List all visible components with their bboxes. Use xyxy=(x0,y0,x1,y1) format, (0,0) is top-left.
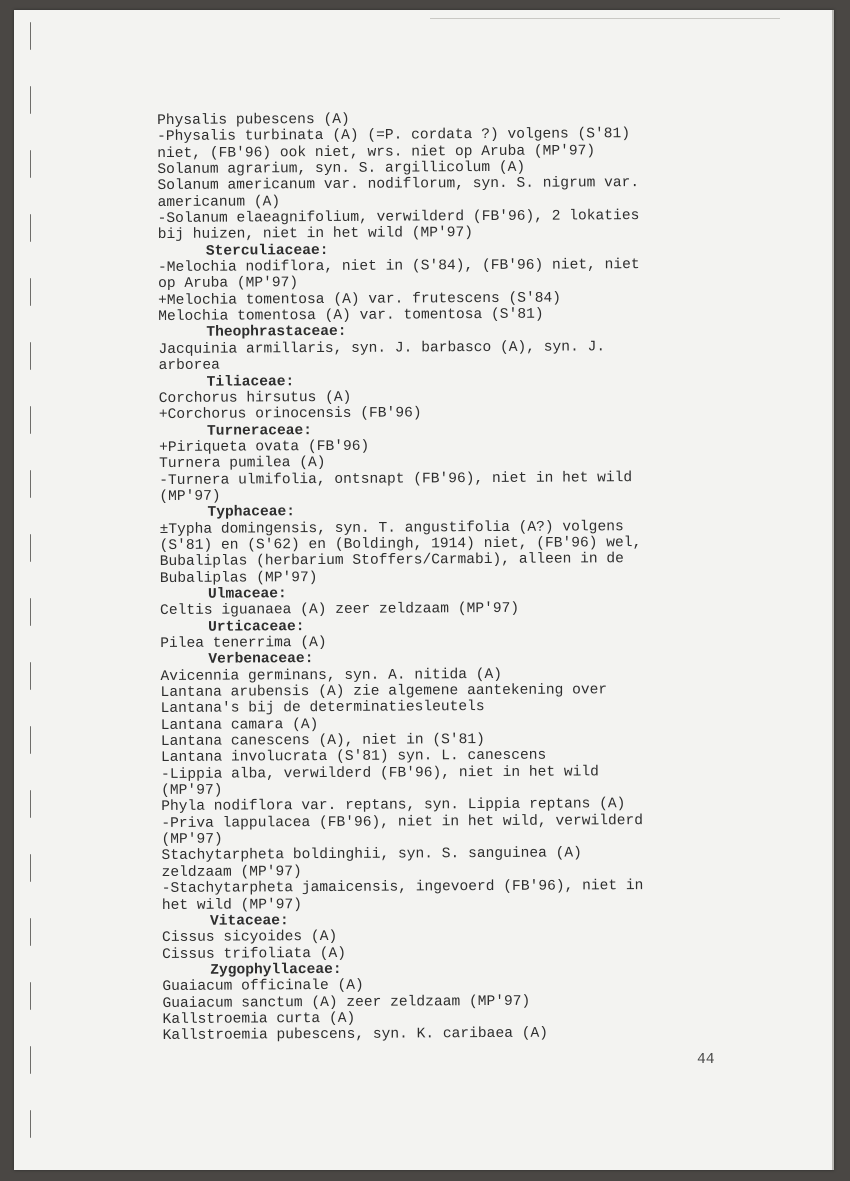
species-entry: (MP'97) xyxy=(161,831,223,849)
binding-hole xyxy=(30,854,34,882)
species-entry: bij huizen, niet in het wild (MP'97) xyxy=(157,225,474,244)
binding-hole xyxy=(30,918,34,946)
binding-hole xyxy=(30,470,34,498)
binding-hole xyxy=(30,790,34,818)
family-heading: Zygophyllaceae: xyxy=(210,961,342,979)
binding-hole xyxy=(30,1046,34,1074)
page-top-mark xyxy=(430,18,780,19)
family-heading: Vitaceae: xyxy=(209,913,289,930)
species-entry: Celtis iguanaea (A) zeer zeldzaam (MP'97) xyxy=(159,601,520,620)
species-entry: Guaiacum sanctum (A) zeer zeldzaam (MP'97) xyxy=(162,993,531,1012)
species-entry: Kallstroemia pubescens, syn. K. caribaea (A) xyxy=(162,1025,549,1045)
binding-hole xyxy=(30,534,34,562)
species-entry: -Melochia nodiflora, niet in (S'84), (FB'96) niet, niet xyxy=(157,257,640,277)
binding-hole xyxy=(30,726,34,754)
binding-hole xyxy=(30,86,34,114)
binding-hole xyxy=(30,982,34,1010)
species-entry: Lantana canescens (A), niet in (S'81) xyxy=(160,732,485,751)
binding-hole xyxy=(30,278,34,306)
species-entry: niet, (FB'96) ook niet, wrs. niet op Aruba (MP'97) xyxy=(157,143,596,162)
binding-hole xyxy=(30,342,34,370)
species-entry: Bubaliplas (herbarium Stoffers/Carmabi), alleen in de xyxy=(159,551,624,571)
page-number: 44 xyxy=(697,1052,715,1068)
binding-hole xyxy=(30,150,34,178)
family-heading: Tiliaceae: xyxy=(206,373,295,391)
species-entry: (MP'97) xyxy=(159,488,221,505)
family-heading: Ulmaceae: xyxy=(207,586,287,603)
species-entry: Solanum agrarium, syn. S. argillicolum (A) xyxy=(157,159,526,179)
species-entry: americanum (A) xyxy=(157,193,281,211)
species-entry: Pilea tenerrima (A) xyxy=(160,634,327,652)
species-entry: Melochia tomentosa (A) var. tomentosa (S'81) xyxy=(158,306,544,326)
species-entry: op Aruba (MP'97) xyxy=(157,275,299,293)
family-heading: Sterculiaceae: xyxy=(205,242,329,260)
species-entry: ±Typha domingensis, syn. T. angustifolia (A?) volgens xyxy=(159,518,624,538)
binding-holes xyxy=(0,0,40,1181)
binding-hole xyxy=(30,406,34,434)
binding-hole xyxy=(30,662,34,690)
species-entry: -Solanum elaeagnifolium, verwilderd (FB'96), 2 lokaties xyxy=(157,208,640,228)
family-heading: Theophrastaceae: xyxy=(206,324,347,342)
species-entry: Phyla nodiflora var. reptans, syn. Lippia reptans (A) xyxy=(161,796,626,816)
species-list xyxy=(157,109,783,1044)
species-entry: +Melochia tomentosa (A) var. frutescens (S'84) xyxy=(158,290,562,309)
species-entry: Lantana's bij de determinatiesleutels xyxy=(160,699,485,718)
species-entry: Lantana involucrata (S'81) syn. L. canescens xyxy=(160,748,547,767)
species-entry: +Piriqueta ovata (FB'96) xyxy=(158,438,370,456)
binding-hole xyxy=(30,1110,34,1138)
family-heading: Turneraceae: xyxy=(206,422,313,440)
species-entry: Corchorus hirsutus (A) xyxy=(158,389,352,407)
species-entry: -Lippia alba, verwilderd (FB'96), niet in het wild xyxy=(160,764,599,783)
species-entry: Physalis pubescens (A) xyxy=(157,111,350,129)
species-entry: Cissus trifoliata (A) xyxy=(162,945,347,963)
species-entry: Avicennia germinans, syn. A. nitida (A) xyxy=(160,666,503,685)
species-entry: Solanum americanum var. nodiflorum, syn. S. nigrum var. xyxy=(157,175,640,195)
family-heading: Verbenaceae: xyxy=(208,651,314,669)
species-entry: -Physalis turbinata (A) (=P. cordata ?) volgens (S'81) xyxy=(157,126,631,146)
species-entry: -Turnera ulmifolia, ontsnapt (FB'96), niet in het wild xyxy=(159,469,633,489)
species-entry: Lantana camara (A) xyxy=(160,716,319,734)
species-entry: Guaiacum officinale (A) xyxy=(162,977,364,996)
species-entry: Cissus sicyoides (A) xyxy=(161,929,338,947)
species-entry: -Stachytarpheta jamaicensis, ingevoerd (FB'96), niet in xyxy=(161,878,644,898)
species-entry: Bubaliplas (MP'97) xyxy=(159,569,318,587)
binding-hole xyxy=(30,598,34,626)
species-entry: zeldzaam (MP'97) xyxy=(161,863,302,881)
binding-hole xyxy=(30,22,34,50)
species-entry: Turnera pumilea (A) xyxy=(159,455,326,473)
page-edge xyxy=(832,10,834,1170)
binding-hole xyxy=(30,214,34,242)
species-entry: het wild (MP'97) xyxy=(161,896,303,914)
species-entry: Stachytarpheta boldinghii, syn. S. sanguinea (A) xyxy=(161,845,582,865)
species-entry: (S'81) en (S'62) en (Boldingh, 1914) niet, (FB'96) wel, xyxy=(159,534,642,554)
species-entry: arborea xyxy=(158,357,220,375)
species-entry: +Corchorus orinocensis (FB'96) xyxy=(158,405,422,424)
species-entry: -Priva lappulacea (FB'96), niet in het wild, verwilderd xyxy=(161,812,644,832)
species-entry: Lantana arubensis (A) zie algemene aantekening over xyxy=(160,682,608,702)
species-entry: Jacquinia armillaris, syn. J. barbasco (A), syn. J. xyxy=(158,339,606,358)
family-heading: Urticaceae: xyxy=(208,618,305,636)
species-entry: (MP'97) xyxy=(161,782,223,800)
species-entry: Kallstroemia curta (A) xyxy=(162,1010,356,1028)
family-heading: Typhaceae: xyxy=(207,504,296,521)
